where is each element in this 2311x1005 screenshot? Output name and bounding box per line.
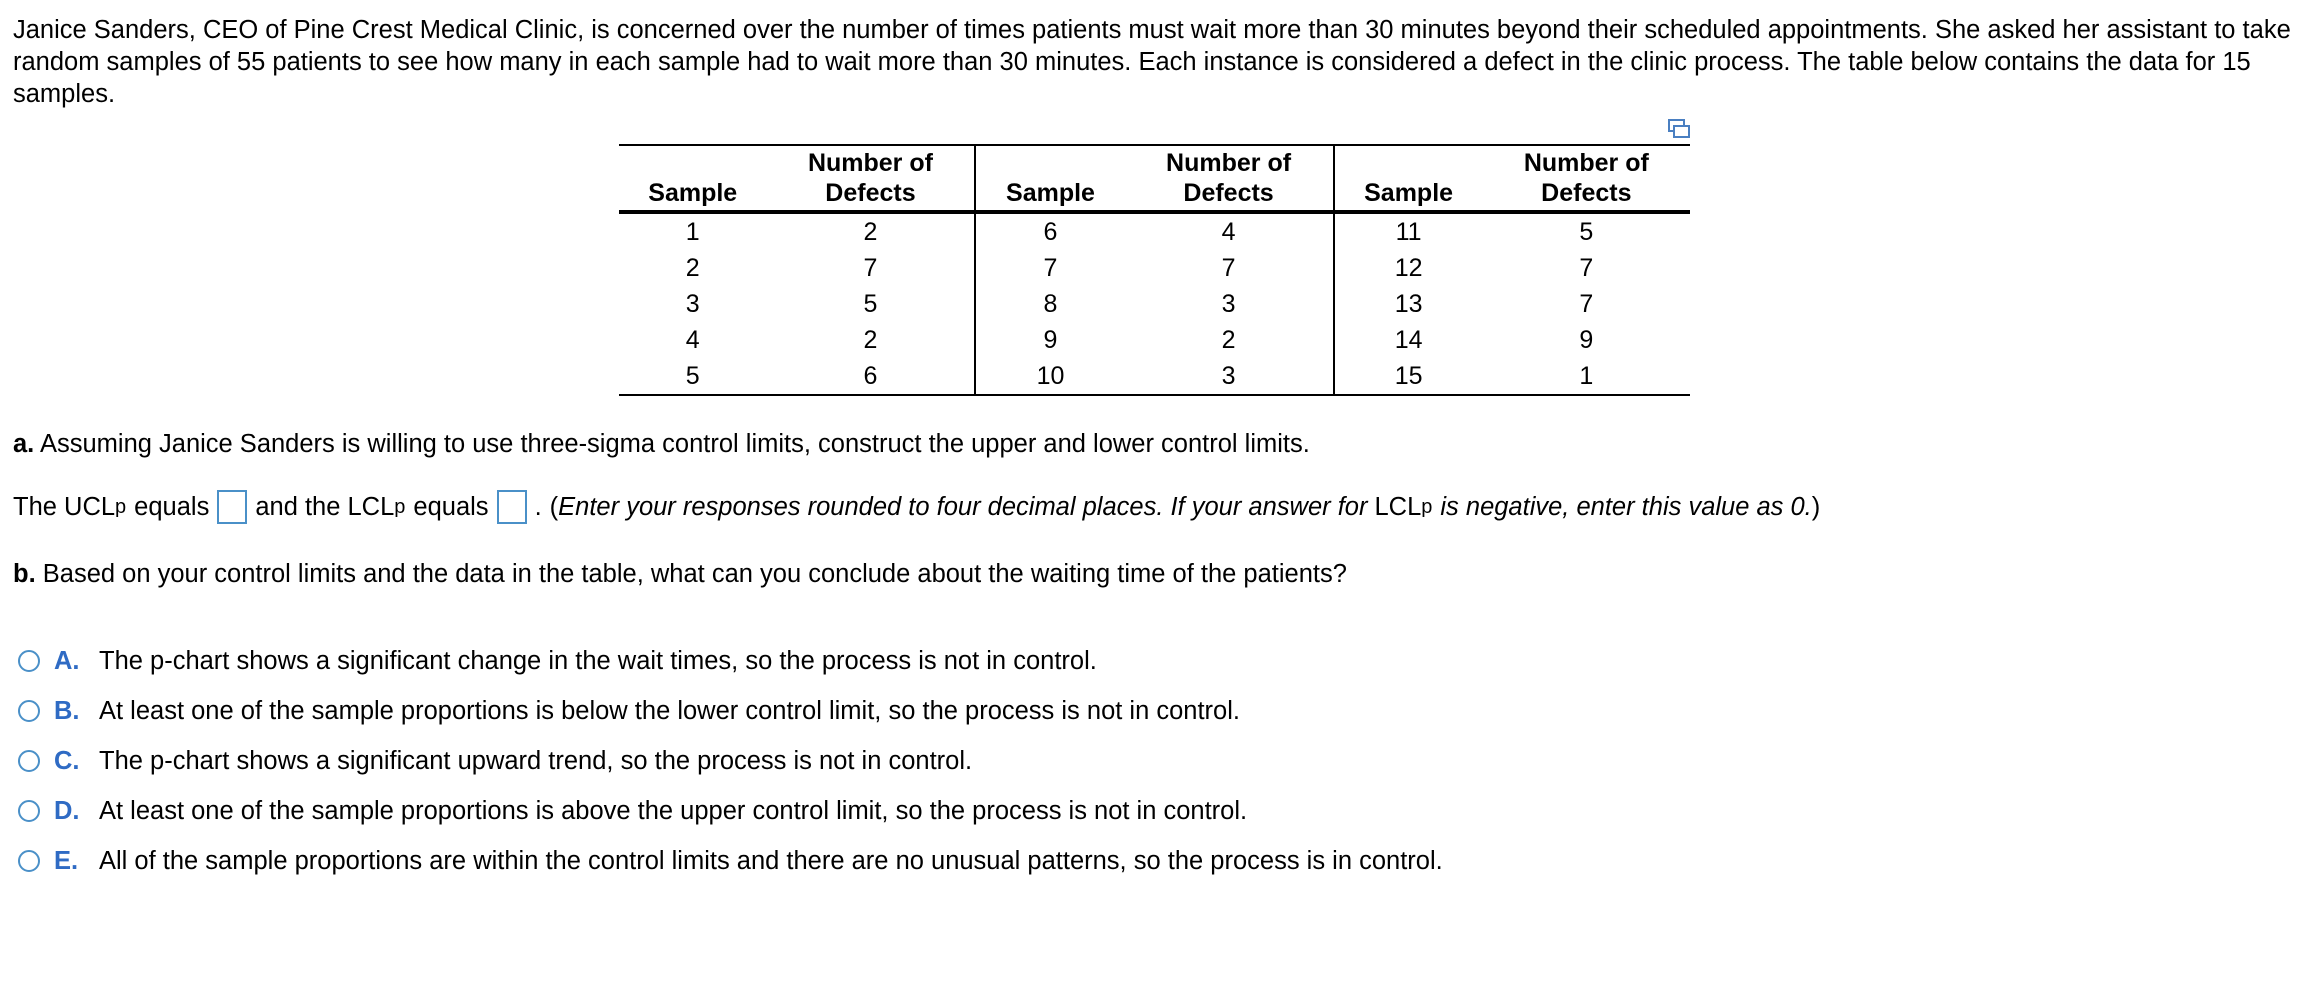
radio-button-icon[interactable]	[18, 850, 40, 872]
header-cell: Sample	[1334, 178, 1483, 212]
table-cell: 3	[685, 290, 700, 318]
header-cell: Sample	[619, 178, 766, 212]
table-cell: 11	[1395, 218, 1422, 246]
header-cell: Number of	[766, 145, 975, 178]
option-text: At least one of the sample proportions is above the upper control limit, so the process is not in control.	[99, 796, 1248, 825]
table-cell: 6	[1043, 218, 1058, 246]
instruction-text-a: Enter your responses rounded to four decimal places. If your answer for	[558, 493, 1368, 521]
table-cell: 7	[1043, 254, 1058, 282]
table-row	[619, 322, 1690, 358]
option-text: All of the sample proportions are within the control limits and there are no unusual patterns, so the process is in control.	[99, 846, 1443, 875]
table-cell: 14	[1394, 326, 1423, 354]
part-b-label: b.	[13, 560, 36, 588]
instruction-lcl: LCL	[1374, 493, 1422, 521]
table-cell: 6	[766, 358, 975, 395]
table-cell: 2	[766, 322, 975, 358]
option-b[interactable]	[18, 686, 1443, 736]
part-a-question	[13, 428, 1310, 460]
table-cell: 3	[1125, 358, 1334, 395]
option-text: The p-chart shows a significant upward trend, so the process is not in control.	[99, 746, 973, 775]
table-cell: 1	[685, 218, 700, 246]
table-cell: 2	[766, 212, 975, 250]
header-cell	[619, 145, 766, 178]
radio-button-icon[interactable]	[18, 700, 40, 722]
table-header-row-top	[619, 145, 1690, 178]
instruction-close: )	[1811, 493, 1821, 521]
header-cell: Defects	[1125, 178, 1334, 212]
header-cell: Sample	[975, 178, 1124, 212]
option-letter: C.	[54, 746, 80, 775]
part-a-text: Assuming Janice Sanders is willing to use three-sigma control limits, construct the upper and lower control limits.	[39, 430, 1310, 458]
table-row	[619, 212, 1690, 250]
table-cell: 5	[1579, 218, 1594, 246]
table-cell: 1	[1483, 358, 1690, 395]
table-cell: 8	[1043, 290, 1058, 318]
option-letter: E.	[54, 846, 79, 875]
table-cell: 9	[1579, 326, 1594, 354]
option-text: At least one of the sample proportions is below the lower control limit, so the process is not in control.	[99, 696, 1240, 725]
lcl-label: and the LCL	[255, 493, 395, 521]
answer-line: The UCL p equals and the LCL p equals . ( Enter your responses rounded to four decimal places. If your answer for LCL p is negative, enter this value as 0. )	[13, 490, 1820, 524]
header-cell: Number of	[1125, 145, 1334, 178]
option-letter: B.	[54, 696, 80, 725]
instruction-text-b: is negative, enter this value as 0.	[1440, 493, 1812, 521]
table-header-row-bottom	[619, 178, 1690, 212]
radio-button-icon[interactable]	[18, 800, 40, 822]
table-cell: 5	[766, 286, 975, 322]
table-row	[619, 358, 1690, 395]
table-cell: 3	[1125, 286, 1334, 322]
radio-button-icon[interactable]	[18, 650, 40, 672]
answer-options	[18, 636, 1443, 886]
table-cell: 7	[1125, 250, 1334, 286]
ucl-label: The UCL	[13, 493, 116, 521]
table-cell: 7	[766, 250, 975, 286]
table-row	[619, 286, 1690, 322]
table-cell: 15	[1334, 358, 1483, 395]
ucl-input[interactable]	[217, 490, 247, 524]
table-cell: 13	[1394, 290, 1423, 318]
option-letter: D.	[54, 796, 80, 825]
option-d[interactable]	[18, 786, 1443, 836]
header-cell: Defects	[766, 178, 975, 212]
option-e[interactable]	[18, 836, 1443, 886]
part-b-question	[13, 558, 1347, 590]
table-row	[619, 250, 1690, 286]
table-cell: 5	[619, 358, 766, 395]
table-cell: 7	[1579, 254, 1594, 282]
table-cell: 4	[1125, 212, 1334, 250]
header-cell: Number of	[1483, 145, 1690, 178]
option-c[interactable]	[18, 736, 1443, 786]
instruction-open: (	[549, 493, 559, 521]
lcl-input[interactable]	[497, 490, 527, 524]
radio-button-icon[interactable]	[18, 750, 40, 772]
equals-text: equals	[134, 493, 210, 521]
table-cell: 4	[685, 326, 700, 354]
table-cell: 2	[685, 254, 700, 282]
option-a[interactable]	[18, 636, 1443, 686]
table-cell: 2	[1125, 322, 1334, 358]
option-letter: A.	[54, 646, 80, 675]
header-cell: Defects	[1483, 178, 1690, 212]
header-cell	[1334, 145, 1483, 178]
defects-table	[619, 144, 1690, 396]
period-text: .	[534, 493, 542, 521]
option-text: The p-chart shows a significant change in the wait times, so the process is not in control.	[99, 646, 1097, 675]
table-cell: 10	[975, 358, 1124, 395]
table-cell: 12	[1394, 254, 1423, 282]
problem-intro: Janice Sanders, CEO of Pine Crest Medical Clinic, is concerned over the number of times patients must wait more than 30 minutes beyond their scheduled appointments. She asked her assistant to take random samples of 55 patients to see how many in each sample had to wait more than 30 minutes. Each instance is considered a defect in the clinic process. The table below contains the data for 15 samples.	[13, 16, 2291, 108]
copy-table-icon[interactable]	[1667, 118, 1691, 140]
table-cell: 9	[1043, 326, 1058, 354]
table-cell: 7	[1579, 290, 1594, 318]
header-cell	[975, 145, 1124, 178]
equals-text: equals	[413, 493, 489, 521]
part-b-text: Based on your control limits and the data in the table, what can you conclude about the waiting time of the patients?	[42, 560, 1347, 588]
part-a-label: a.	[13, 430, 35, 458]
